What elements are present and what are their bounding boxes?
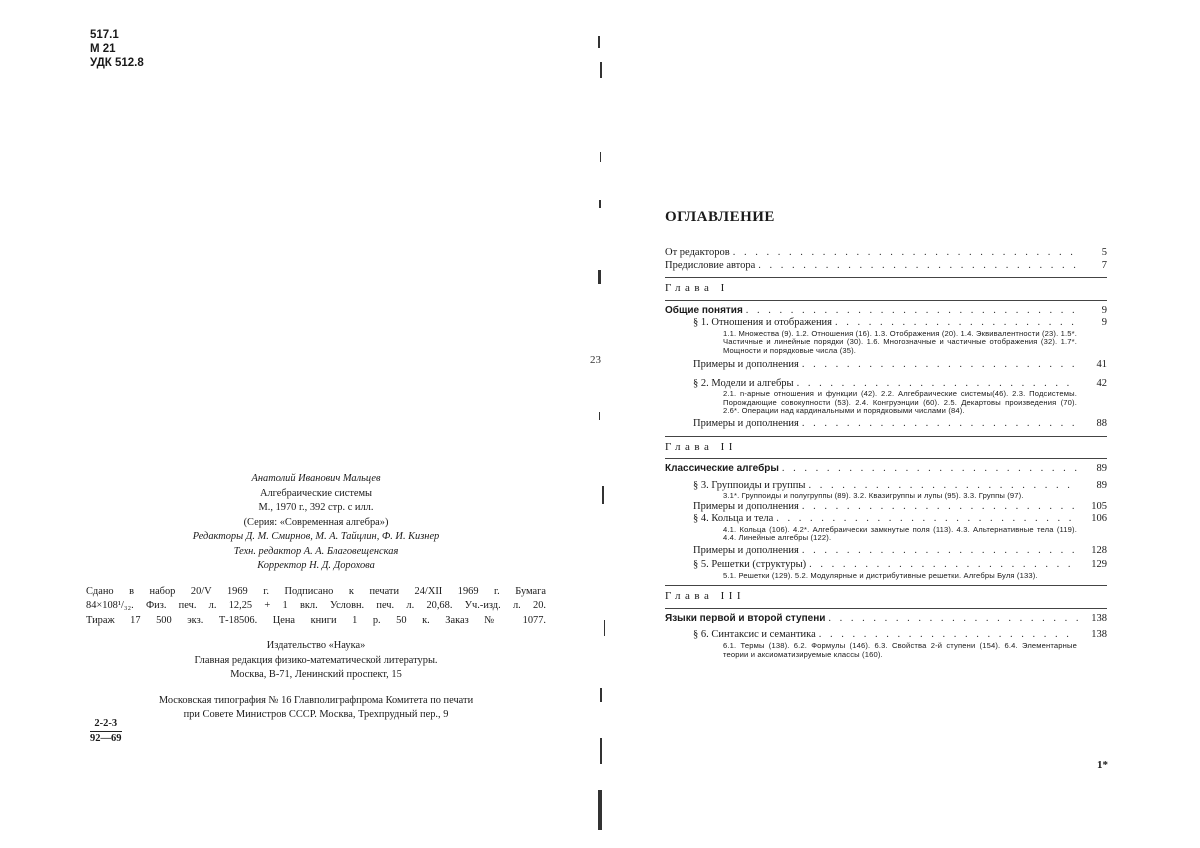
- chapter-divider: [665, 608, 1107, 609]
- toc-label: Примеры и дополнения: [693, 418, 799, 430]
- leader-dots: [835, 317, 1078, 330]
- print-info-line: 84×108¹/₃₂. Физ. печ. л. 12,25 + 1 вкл. Условн. печ. л. 20,68. Уч.-изд. л. 20.: [86, 600, 546, 611]
- right-page: [600, 0, 1200, 848]
- colophon-author: Анатолий Иванович Мальцев: [251, 473, 381, 484]
- toc-page: 138: [1091, 612, 1107, 624]
- signature-mark: 1*: [1097, 759, 1108, 771]
- leader-dots: [809, 559, 1078, 572]
- colophon-tech-editor: Техн. редактор А. А. Благовещенская: [233, 545, 399, 557]
- leader-dots: [733, 247, 1078, 260]
- toc-page: 9: [1101, 304, 1107, 316]
- section-description: 5.1. Решетки (129). 5.2. Модулярные и дистрибутивные решетки. Алгебры Буля (133).: [723, 570, 1038, 580]
- chapter-divider: [665, 458, 1107, 459]
- leader-dots: [802, 501, 1078, 514]
- catalog-fraction: [90, 718, 122, 745]
- chapter-divider: [665, 300, 1107, 301]
- toc-label: Примеры и дополнения: [693, 500, 799, 512]
- section-description: 3.1*. Группоиды и полугруппы (89). 3.2. Квазигруппы и лупы (95). 3.3. Группы (97).: [723, 491, 1024, 501]
- chapter-heading: Глава III: [665, 590, 746, 603]
- section-description: 4.1. Кольца (106). 4.2*. Алгебраически замкнутые поля (113). 4.3. Альтернативные тела (119). 4.4. Линейные алгебры (122).: [723, 524, 1077, 543]
- colophon-series: (Серия: «Современная алгебра»): [243, 516, 389, 528]
- author-mark: M 21: [90, 43, 116, 55]
- toc-label: Примеры и дополнения: [693, 544, 799, 556]
- leader-dots: [746, 305, 1078, 318]
- toc-label: § 5. Решетки (структуры): [693, 559, 807, 571]
- publisher-line: Москва, В-71, Ленинский проспект, 15: [230, 669, 402, 680]
- print-info-line: Сдано в набор 20/V 1969 г. Подписано к печати 24/XII 1969 г. Бумага: [86, 585, 546, 597]
- leader-dots: [797, 378, 1078, 391]
- toc-entry-editors[interactable]: [665, 247, 1107, 260]
- catalog-denominator: 92—69: [90, 733, 122, 744]
- printer-line: Московская типография № 16 Главполиграфпрома Комитета по печати: [158, 694, 474, 706]
- toc-entry-section[interactable]: [665, 513, 1107, 526]
- toc-label: Классические алгебры: [665, 463, 779, 475]
- toc-page: 7: [1101, 259, 1107, 271]
- leader-dots: [782, 463, 1078, 476]
- toc-entry-examples[interactable]: [665, 418, 1107, 431]
- leader-dots: [828, 613, 1078, 626]
- toc-page: 138: [1091, 629, 1107, 641]
- leader-dots: [819, 629, 1078, 642]
- section-description: 1.1. Множества (9). 1.2. Отношения (16). 1.3. Отображения (20). 1.4. Эквивалентности (23). 1.5*. Частичные и линейные порядки (30). 1.6. Многозначные и частичные отображения (32). 1.7*. Мощности и порядковые числа (35).: [723, 328, 1077, 355]
- chapter-divider: [665, 585, 1107, 586]
- toc-page: 128: [1091, 544, 1107, 556]
- chapter-heading: Глава II: [665, 440, 737, 453]
- leader-dots: [802, 418, 1078, 431]
- toc-label: § 2. Модели и алгебры: [693, 377, 794, 389]
- colophon-title: Алгебраические системы: [259, 487, 373, 499]
- colophon-publication: М., 1970 г., 392 стр. с илл.: [258, 502, 374, 513]
- classification-codes: [90, 28, 144, 70]
- toc-page: 106: [1091, 513, 1107, 525]
- toc-entry-part[interactable]: [665, 305, 1107, 318]
- toc-entry-section[interactable]: [665, 317, 1107, 330]
- toc-page: 5: [1101, 247, 1107, 258]
- toc-label: От редакторов: [665, 247, 730, 258]
- colophon-proofreader: Корректор Н. Д. Дорохова: [257, 560, 375, 571]
- section-description: 6.1. Термы (138). 6.2. Формулы (146). 6.3. Свойства 2-й ступени (154). 6.4. Элементарные теории и аксиоматизируемые классы (160).: [723, 640, 1077, 659]
- toc-label: Общие понятия: [665, 304, 743, 316]
- toc-entry-examples[interactable]: [665, 545, 1107, 558]
- toc-page: 89: [1096, 463, 1107, 475]
- catalog-numerator: 2-2-3: [90, 718, 122, 732]
- publisher-line: Издательство «Наука»: [266, 640, 366, 651]
- toc-label: § 6. Синтаксис и семантика: [693, 629, 816, 641]
- toc-label: § 3. Группоиды и группы: [693, 479, 806, 491]
- toc-label: § 1. Отношения и отображения: [693, 317, 833, 328]
- toc-page: 42: [1096, 377, 1107, 389]
- toc-page: 88: [1096, 418, 1107, 430]
- toc-entry-section[interactable]: [665, 559, 1107, 572]
- toc-page: 41: [1096, 359, 1107, 371]
- toc-label: Языки первой и второй ступени: [665, 612, 826, 624]
- toc-entry-section[interactable]: [665, 629, 1107, 642]
- toc-label: Предисловие автора: [665, 259, 756, 271]
- printer-line: при Совете Министров СССР. Москва, Трехпрудный пер., 9: [183, 709, 449, 720]
- toc-entry-section[interactable]: [665, 378, 1107, 391]
- print-info-line: Тираж 17 500 экз. Т-18506. Цена книги 1 р. 50 к. Заказ № 1077.: [86, 614, 546, 626]
- margin-number: 23: [590, 354, 601, 366]
- leader-dots: [758, 260, 1078, 273]
- chapter-divider: [665, 277, 1107, 278]
- toc-page: 9: [1101, 317, 1107, 328]
- toc-label: § 4. Кольца и тела: [693, 513, 774, 525]
- toc-label: Примеры и дополнения: [693, 359, 799, 371]
- bbk-code: 517.1: [90, 29, 119, 41]
- leader-dots: [802, 545, 1078, 558]
- publisher-line: Главная редакция физико-математической литературы.: [194, 654, 438, 666]
- chapter-divider: [665, 436, 1107, 437]
- leader-dots: [808, 480, 1078, 493]
- leader-dots: [776, 513, 1078, 526]
- toc-entry-section[interactable]: [665, 480, 1107, 493]
- colophon: [86, 472, 546, 723]
- toc-entry-examples[interactable]: [665, 501, 1107, 514]
- udc-code: УДК 512.8: [90, 57, 144, 69]
- toc-entry-part[interactable]: [665, 613, 1107, 626]
- section-description: 2.1. n-арные отношения и функции (42). 2.2. Алгебраические системы(46). 2.3. Подсистемы. Порождающие совокупности (53). 2.4. Конгруэнции (60). 2.5. Декартовы произведения (70). 2.6*. Операции над кардинальными и порядковыми числами (84).: [723, 389, 1077, 416]
- table-of-contents: [665, 247, 1107, 659]
- leader-dots: [802, 359, 1078, 372]
- chapter-heading: Глава I: [665, 282, 729, 294]
- toc-page: 89: [1096, 479, 1107, 491]
- colophon-editors: Редакторы Д. М. Смирнов, М. А. Тайцлин, Ф. И. Кизнер: [192, 531, 440, 542]
- toc-page: 129: [1091, 559, 1107, 571]
- toc-heading: ОГЛАВЛЕНИЕ: [665, 209, 775, 225]
- toc-entry-preface[interactable]: [665, 260, 1107, 273]
- toc-entry-examples[interactable]: [665, 359, 1107, 372]
- toc-page: 105: [1091, 500, 1107, 512]
- toc-entry-part[interactable]: [665, 463, 1107, 476]
